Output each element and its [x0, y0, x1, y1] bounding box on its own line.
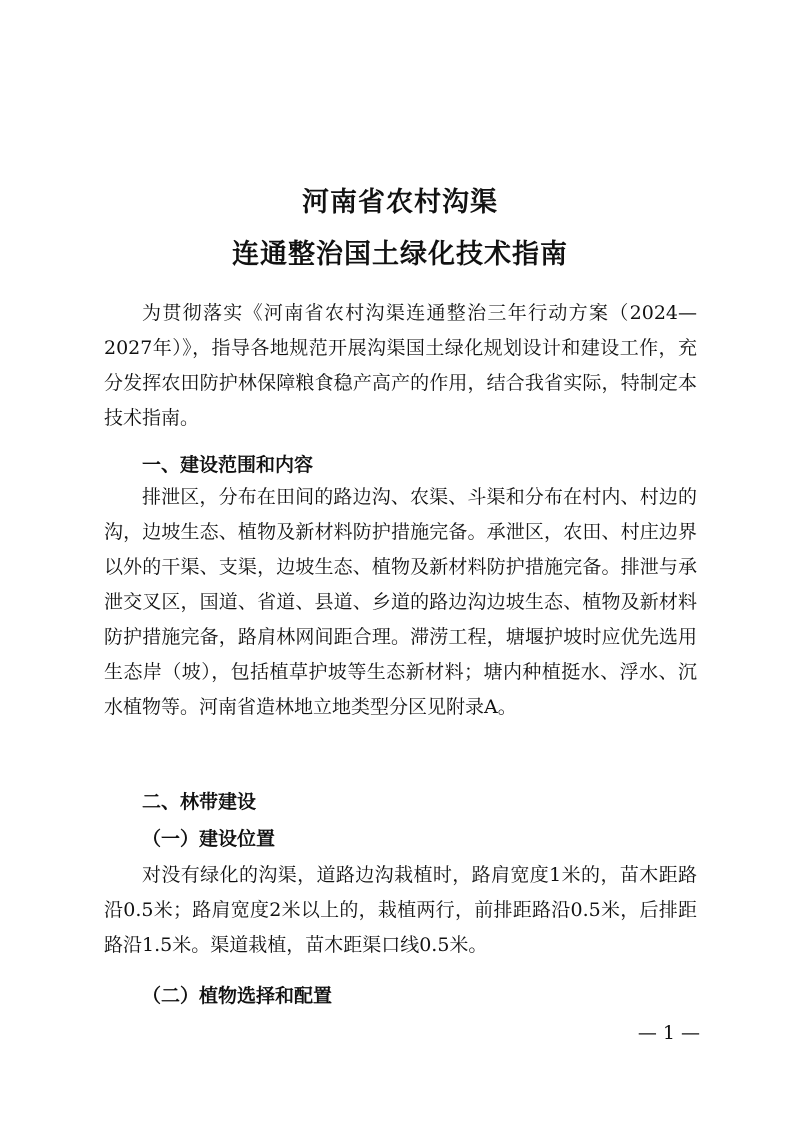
subsection-heading-location: （一）建设位置 [142, 828, 276, 850]
document-title-line-1: 河南省农村沟渠 [302, 187, 498, 219]
section-heading-forest-belt: 二、林带建设 [142, 791, 257, 813]
document-title-line-2: 连通整治国土绿化技术指南 [232, 239, 568, 271]
page-number: — 1 — [637, 1022, 700, 1044]
location-paragraph: 对没有绿化的沟渠，道路边沟栽植时，路肩宽度1米的，苗木距路沿0.5米；路肩宽度2米以上的，栽植两行，前排距路沿0.5米，后排距路沿1.5米。渠道栽植，苗木距渠口线0.5米。 [104, 864, 697, 956]
subsection-heading-plant-selection: （二）植物选择和配置 [142, 985, 333, 1007]
intro-paragraph: 为贯彻落实《河南省农村沟渠连通整治三年行动方案（2024—2027年）》，指导各地规范开展沟渠国土绿化规划设计和建设工作，充分发挥农田防护林保障粮食稳产高产的作用，结合我省实际，特制定本技术指南。 [104, 302, 697, 429]
section-heading-scope: 一、建设范围和内容 [142, 454, 314, 476]
scope-paragraph: 排泄区，分布在田间的路边沟、农渠、斗渠和分布在村内、村边的沟，边坡生态、植物及新材料防护措施完备。承泄区，农田、村庄边界以外的干渠、支渠，边坡生态、植物及新材料防护措施完备。排泄与承泄交叉区，国道、省道、县道、乡道的路边沟边坡生态、植物及新材料防护措施完备，路肩林网间距合理。滞涝工程，塘堰护坡时应优先选用生态岸（坡），包括植草护坡等生态新材料；塘内种植挺水、浮水、沉水植物等。河南省造林地立地类型分区见附录A。 [104, 486, 697, 718]
